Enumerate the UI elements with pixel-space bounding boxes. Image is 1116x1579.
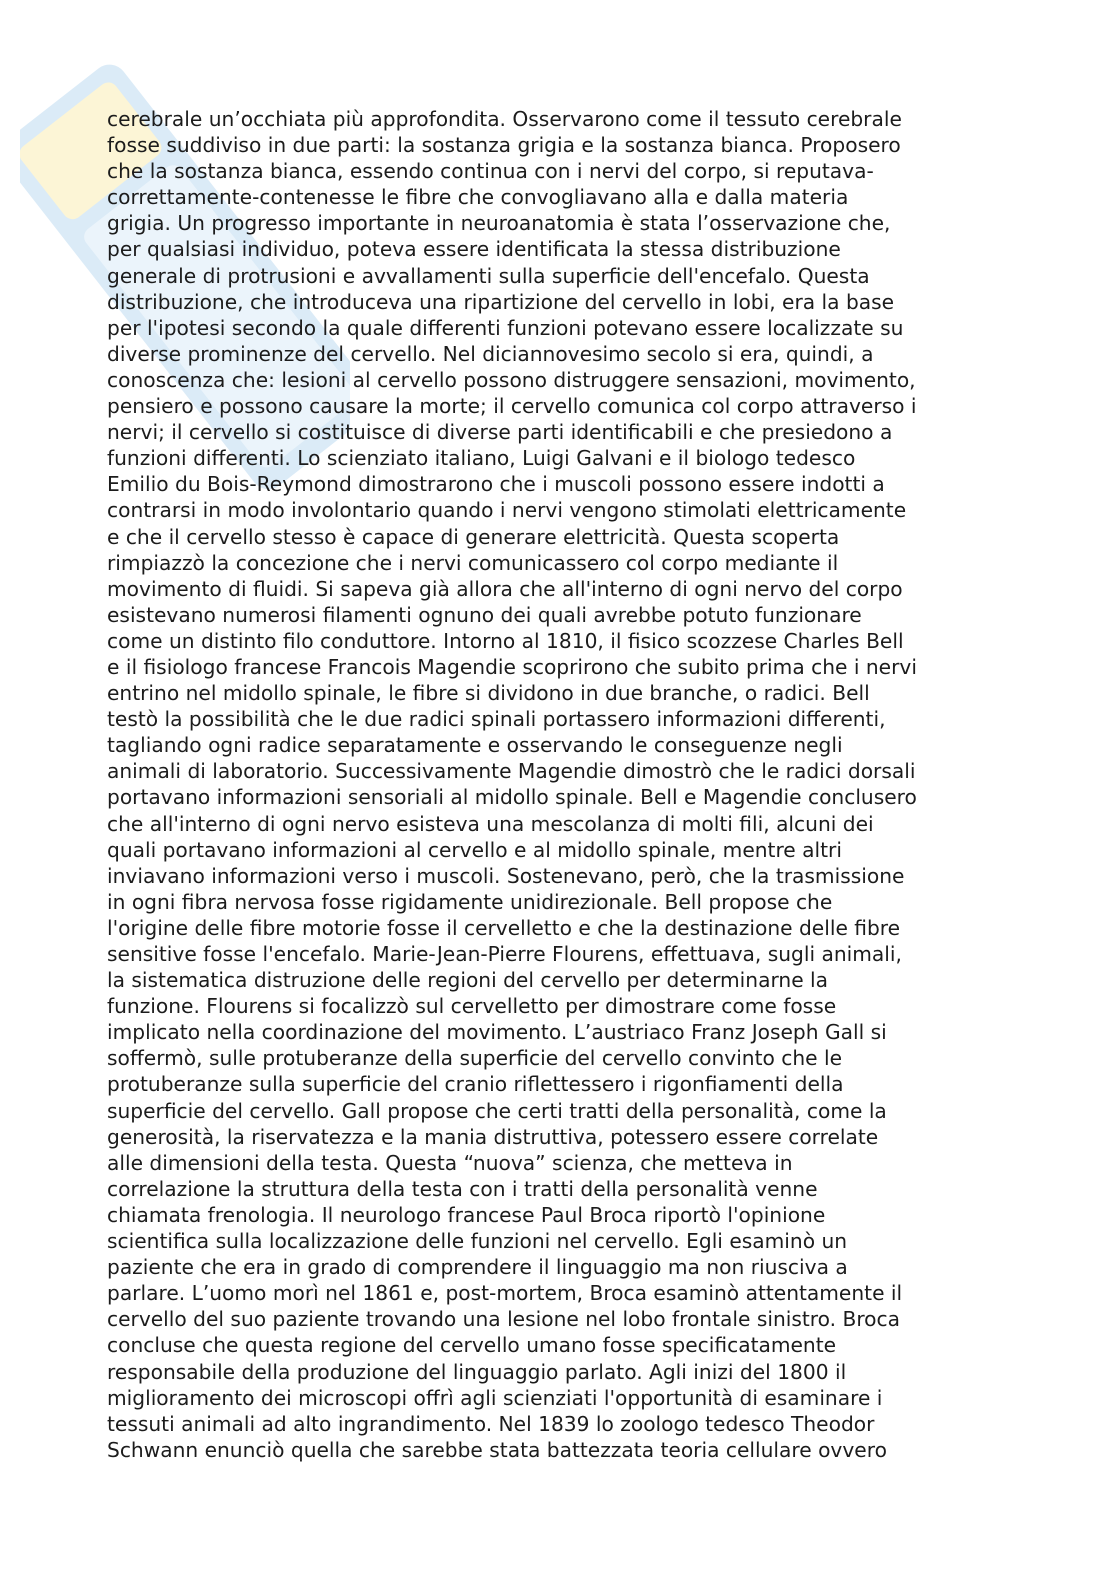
text-line: e il fisiologo francese Francois Magendie scoprirono che subito prima che i nervi bbox=[107, 654, 917, 679]
text-line: responsabile della produzione del linguaggio parlato. Agli inizi del 1800 il bbox=[107, 1359, 847, 1384]
text-line: parlare. L’uomo morì nel 1861 e, post-mortem, Broca esaminò attentamente il bbox=[107, 1281, 903, 1306]
text-line: sensitive fosse l'encefalo. Marie-Jean-Pierre Flourens, effettuava, sugli animali, bbox=[107, 942, 902, 966]
text-line: contrarsi in modo involontario quando i nervi vengono stimolati elettricamente bbox=[107, 498, 907, 523]
text-line: fosse suddiviso in due parti: la sostanza grigia e la sostanza bianca. Proposero bbox=[107, 133, 901, 158]
text-line: come un distinto filo conduttore. Intorno al 1810, il fisico scozzese Charles Bell bbox=[107, 628, 904, 653]
text-line: l'origine delle fibre motorie fosse il cervelletto e che la destinazione delle fibre bbox=[107, 915, 901, 940]
text-line: esistevano numerosi filamenti ognuno dei quali avrebbe potuto funzionare bbox=[107, 602, 862, 627]
text-line: generosità, la riservatezza e la mania distruttiva, potessero essere correlate bbox=[107, 1124, 879, 1149]
text-line: paziente che era in grado di comprendere il linguaggio ma non riusciva a bbox=[107, 1255, 848, 1280]
text-line: testò la possibilità che le due radici spinali portassero informazioni differenti, bbox=[107, 707, 886, 732]
text-line: grigia. Un progresso importante in neuroanatomia è stata l’osservazione che, bbox=[107, 211, 891, 236]
text-line: Emilio du Bois-Reymond dimostrarono che i muscoli possono essere indotti a bbox=[107, 472, 885, 497]
text-line: correttamente-contenesse le fibre che convogliavano alla e dalla materia bbox=[107, 185, 849, 210]
text-line: per qualsiasi individuo, poteva essere identificata la stessa distribuzione bbox=[107, 237, 841, 262]
text-line: cervello del suo paziente trovando una lesione nel lobo frontale sinistro. Broca bbox=[107, 1307, 900, 1332]
text-line: e che il cervello stesso è capace di generare elettricità. Questa scoperta bbox=[107, 524, 840, 549]
text-line: Schwann enunciò quella che sarebbe stata battezzata teoria cellulare ovvero bbox=[107, 1437, 887, 1462]
text-line: correlazione la struttura della testa con i tratti della personalità venne bbox=[107, 1176, 818, 1201]
text-line: in ogni fibra nervosa fosse rigidamente unidirezionale. Bell propose che bbox=[107, 889, 833, 914]
document-body bbox=[107, 106, 1027, 1463]
text-line: pensiero e possono causare la morte; il cervello comunica col corpo attraverso i bbox=[107, 394, 917, 419]
text-line: diverse prominenze del cervello. Nel diciannovesimo secolo si era, quindi, a bbox=[107, 341, 874, 366]
text-line: che la sostanza bianca, essendo continua con i nervi del corpo, si reputava- bbox=[107, 159, 874, 184]
text-line: alle dimensioni della testa. Questa “nuova” scienza, che metteva in bbox=[107, 1150, 793, 1175]
text-line: concluse che questa regione del cervello umano fosse specificatamente bbox=[107, 1333, 837, 1358]
text-line: chiamata frenologia. Il neurologo francese Paul Broca riportò l'opinione bbox=[107, 1202, 826, 1227]
text-line: miglioramento dei microscopi offrì agli scienziati l'opportunità di esaminare i bbox=[107, 1385, 883, 1410]
text-line: entrino nel midollo spinale, le fibre si dividono in due branche, o radici. Bell bbox=[107, 681, 870, 706]
text-line: per l'ipotesi secondo la quale differenti funzioni potevano essere localizzate su bbox=[107, 315, 904, 340]
text-line: quali portavano informazioni al cervello e al midollo spinale, mentre altri bbox=[107, 837, 842, 862]
text-line: inviavano informazioni verso i muscoli. Sostenevano, però, che la trasmissione bbox=[107, 863, 905, 888]
text-line: funzioni differenti. Lo scienziato italiano, Luigi Galvani e il biologo tedesco bbox=[107, 446, 856, 471]
text-line: scientifica sulla localizzazione delle funzioni nel cervello. Egli esaminò un bbox=[107, 1229, 848, 1254]
text-line: cerebrale un’occhiata più approfondita. Osservarono come il tessuto cerebrale bbox=[107, 107, 902, 131]
text-line: distribuzione, che introduceva una ripartizione del cervello in lobi, era la base bbox=[107, 289, 895, 314]
text-line: generale di protrusioni e avvallamenti sulla superficie dell'encefalo. Questa bbox=[107, 263, 870, 288]
text-line: soffermò, sulle protuberanze della superficie del cervello convinto che le bbox=[107, 1046, 843, 1071]
text-line: tagliando ogni radice separatamente e osservando le conseguenze negli bbox=[107, 733, 843, 758]
text-line: portavano informazioni sensoriali al midollo spinale. Bell e Magendie conclusero bbox=[107, 785, 917, 810]
text-line: conoscenza che: lesioni al cervello possono distruggere sensazioni, movimento, bbox=[107, 367, 916, 392]
text-line: animali di laboratorio. Successivamente Magendie dimostrò che le radici dorsali bbox=[107, 759, 916, 784]
text-line: protuberanze sulla superficie del cranio riflettessero i rigonfiamenti della bbox=[107, 1072, 844, 1097]
text-line: movimento di fluidi. Si sapeva già allora che all'interno di ogni nervo del corpo bbox=[107, 576, 903, 601]
text-line: rimpiazzò la concezione che i nervi comunicassero col corpo mediante il bbox=[107, 550, 839, 575]
text-line: implicato nella coordinazione del movimento. L’austriaco Franz Joseph Gall si bbox=[107, 1020, 887, 1045]
text-line: superficie del cervello. Gall propose che certi tratti della personalità, come la bbox=[107, 1098, 887, 1123]
text-line: funzione. Flourens si focalizzò sul cervelletto per dimostrare come fosse bbox=[107, 994, 837, 1019]
text-line: nervi; il cervello si costituisce di diverse parti identificabili e che presiedono a bbox=[107, 420, 893, 445]
text-line: la sistematica distruzione delle regioni del cervello per determinarne la bbox=[107, 968, 829, 993]
text-line: tessuti animali ad alto ingrandimento. Nel 1839 lo zoologo tedesco Theodor bbox=[107, 1411, 875, 1436]
text-line: che all'interno di ogni nervo esisteva una mescolanza di molti fili, alcuni dei bbox=[107, 811, 874, 836]
